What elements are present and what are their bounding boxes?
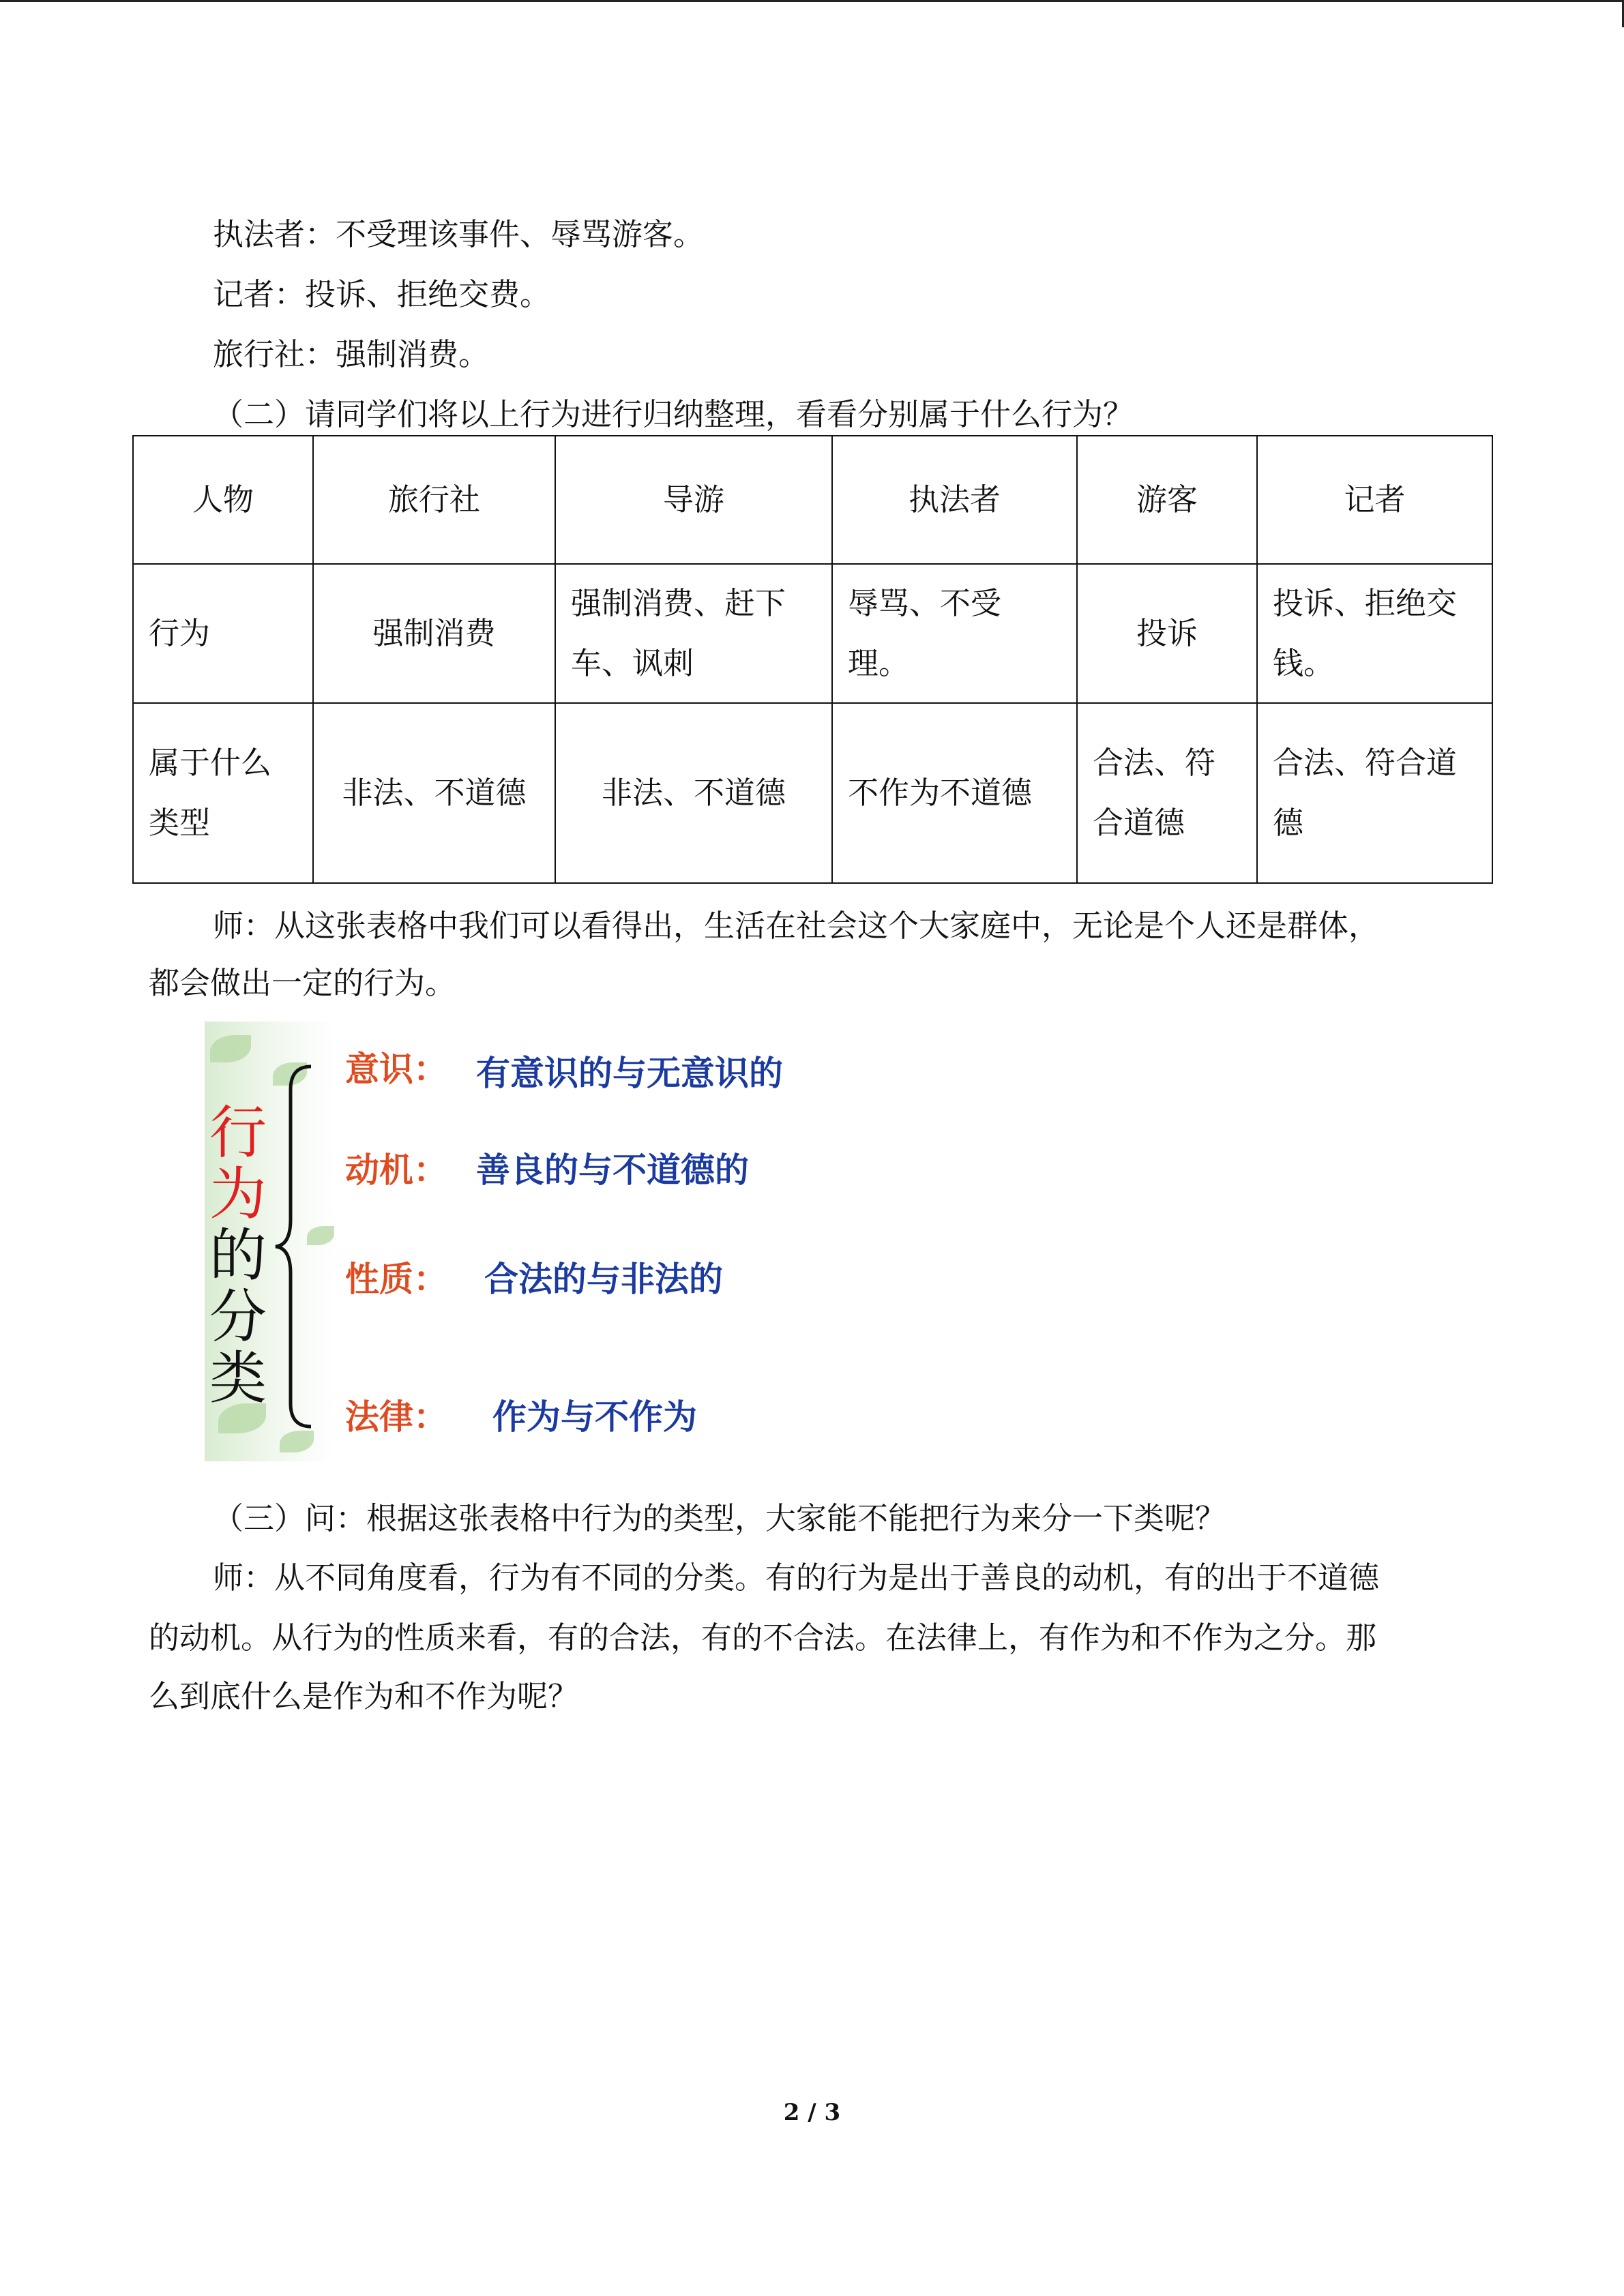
behavior-cell-guide: 强制消费、赶下车、讽刺 <box>555 564 832 703</box>
header-cell-guide: 导游 <box>555 436 832 564</box>
category-value-motive: 善良的与不道德的 <box>476 1150 749 1190</box>
enforcer-line: 执法者：不受理该事件、辱骂游客。 <box>213 216 705 252</box>
category-label-motive: 动机： <box>345 1150 447 1190</box>
header-cell-tourist: 游客 <box>1077 436 1257 564</box>
type-cell-guide: 非法、不道德 <box>555 703 832 883</box>
title-char-3: 的 <box>209 1222 267 1289</box>
teacher-para1-line1: 师：从这张表格中我们可以看得出，生活在社会这个大家庭中，无论是个人还是群体， <box>213 908 1380 944</box>
table-row-type <box>133 703 1492 883</box>
title-char-5: 类 <box>209 1345 267 1412</box>
header-cell-reporter: 记者 <box>1257 436 1492 564</box>
category-label-nature: 性质： <box>345 1259 447 1299</box>
page-number: 2 / 3 <box>783 2099 841 2126</box>
leaf-decoration <box>280 1431 314 1452</box>
category-value-nature: 合法的与非法的 <box>484 1259 723 1299</box>
behavior-classification-figure <box>205 1022 798 1461</box>
leaf-decoration <box>210 1035 251 1062</box>
teacher-para2-line1: 师：从不同角度看，行为有不同的分类。有的行为是出于善良的动机，有的出于不道德 <box>213 1560 1380 1596</box>
curly-brace-icon <box>270 1062 318 1431</box>
category-label-awareness: 意识： <box>345 1049 447 1089</box>
behavior-cell-tourist: 投诉 <box>1077 564 1257 703</box>
behavior-cell-agency: 强制消费 <box>313 564 555 703</box>
category-label-law: 法律： <box>345 1397 447 1437</box>
table-row-behavior <box>133 564 1492 703</box>
row-label-behavior: 行为 <box>133 564 313 703</box>
category-value-awareness: 有意识的与无意识的 <box>476 1054 783 1093</box>
header-cell-person: 人物 <box>133 436 313 564</box>
header-cell-agency: 旅行社 <box>313 436 555 564</box>
title-char-2: 为 <box>209 1161 267 1227</box>
type-cell-tourist: 合法、符合道德 <box>1077 703 1257 883</box>
teacher-para1-line2: 都会做出一定的行为。 <box>149 965 456 1001</box>
teacher-para2-line3: 么到底什么是作为和不作为呢？ <box>149 1678 579 1714</box>
teacher-para2-line2: 的动机。从行为的性质来看，有的合法，有的不合法。在法律上，有作为和不作为之分。那 <box>149 1620 1377 1656</box>
title-char-4: 分 <box>209 1283 267 1350</box>
table-row-header <box>133 436 1492 564</box>
figure-vertical-title <box>207 1099 269 1412</box>
type-cell-agency: 非法、不道德 <box>313 703 555 883</box>
task3-line: （三）问：根据这张表格中行为的类型，大家能不能把行为来分一下类呢？ <box>213 1500 1226 1536</box>
task2-line: （二）请同学们将以上行为进行归纳整理，看看分别属于什么行为？ <box>213 396 1134 432</box>
agency-line: 旅行社：强制消费。 <box>213 336 490 372</box>
behavior-cell-enforcer: 辱骂、不受理。 <box>832 564 1077 703</box>
page-top-border <box>0 0 1624 2</box>
type-cell-enforcer: 不作为不道德 <box>832 703 1077 883</box>
type-cell-reporter: 合法、符合道德 <box>1257 703 1492 883</box>
category-value-law: 作为与不作为 <box>492 1397 697 1437</box>
behavior-table <box>132 435 1493 884</box>
reporter-line: 记者：投诉、拒绝交费。 <box>213 276 551 312</box>
row-label-type: 属于什么类型 <box>133 703 313 883</box>
behavior-cell-reporter: 投诉、拒绝交钱。 <box>1257 564 1492 703</box>
header-cell-enforcer: 执法者 <box>832 436 1077 564</box>
title-char-1: 行 <box>209 1099 267 1166</box>
